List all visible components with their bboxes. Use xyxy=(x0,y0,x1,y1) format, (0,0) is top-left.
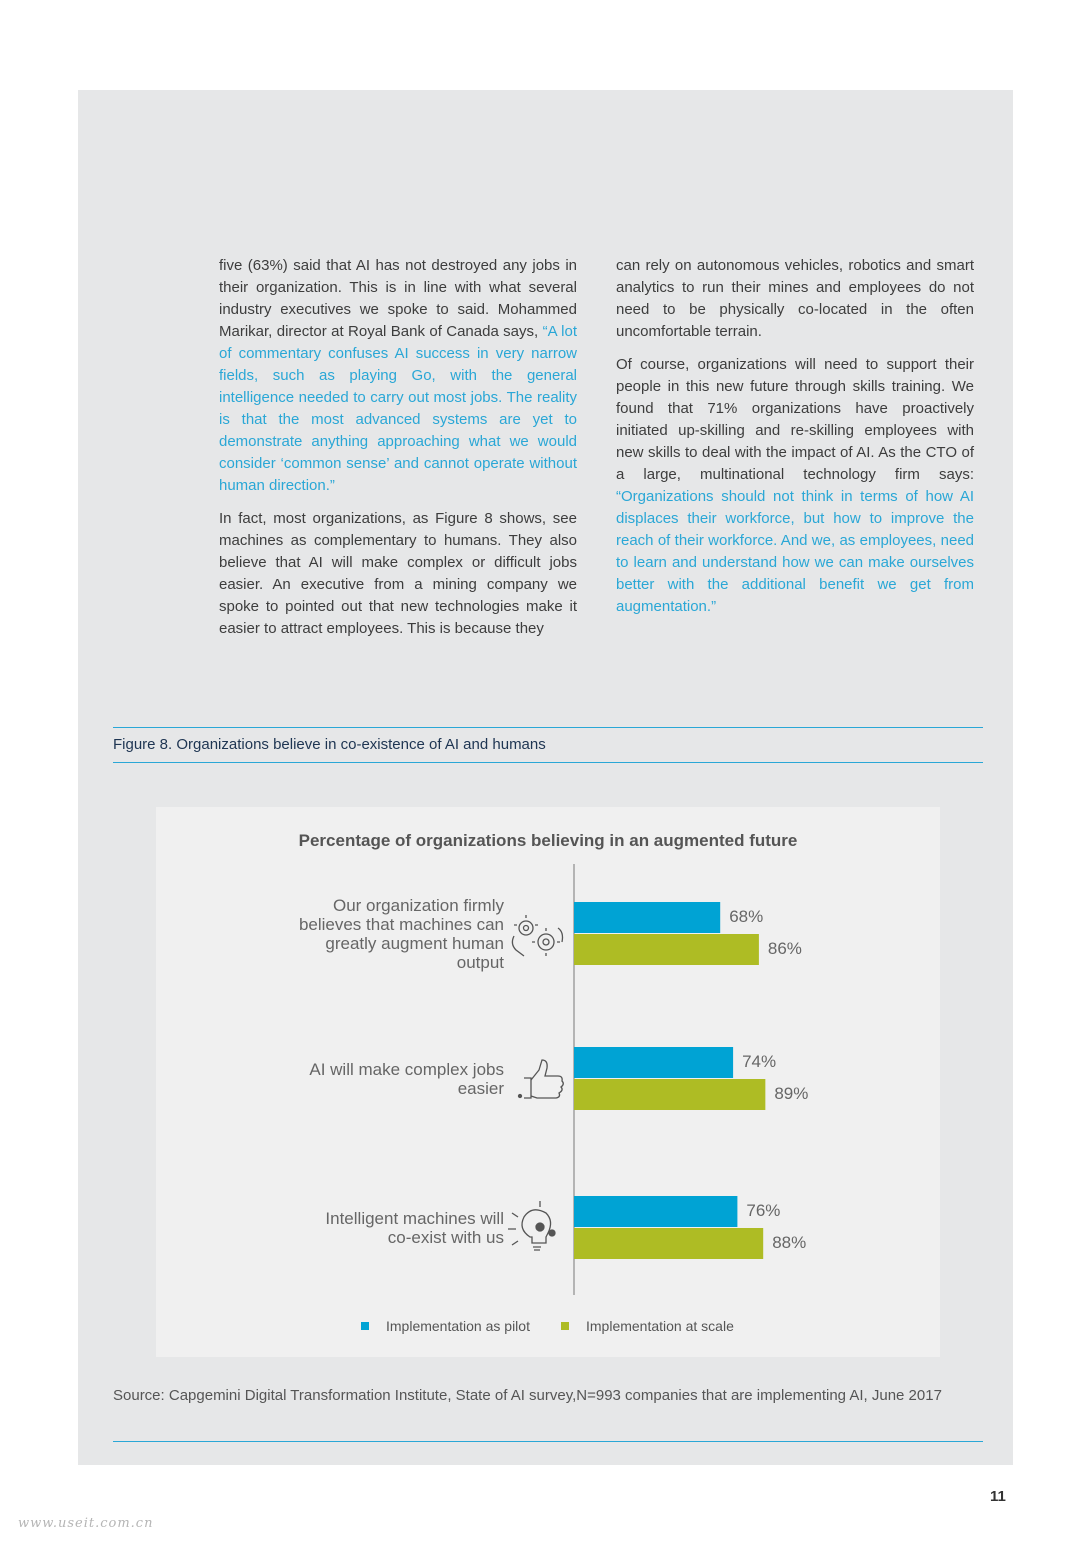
legend-swatch-scale xyxy=(561,1322,569,1330)
paragraph-text: can rely on autonomous vehicles, robotics and smart analytics to run their mines and employees do not need to be physically co-located in the often uncomfortable terrain. xyxy=(616,257,974,340)
bar-value-label: 68% xyxy=(729,907,764,926)
bar-scale-3 xyxy=(574,1228,763,1259)
bar-value-label: 76% xyxy=(746,1201,781,1220)
legend-label-pilot: Implementation as pilot xyxy=(386,1318,530,1334)
category-label xyxy=(299,896,505,972)
category-label-line: output xyxy=(456,953,504,972)
thumbs-up-icon xyxy=(519,1060,564,1098)
body-column-right xyxy=(616,255,974,629)
paragraph xyxy=(616,354,974,618)
watermark: www.useit.com.cn xyxy=(18,1516,154,1531)
category-label-line: Intelligent machines will xyxy=(325,1209,504,1228)
paragraph xyxy=(616,255,974,343)
figure-title: Figure 8. Organizations believe in co-existence of AI and humans xyxy=(113,736,546,753)
bar-value-label: 74% xyxy=(742,1052,777,1071)
legend-label-scale: Implementation at scale xyxy=(586,1318,734,1334)
category-label-line: greatly augment human xyxy=(325,934,504,953)
body-column-left xyxy=(219,255,577,651)
chart-container xyxy=(156,807,940,1357)
category-label xyxy=(309,1060,504,1098)
bar-value-label: 86% xyxy=(767,939,802,958)
quote-text: “Organizations should not think in terms of how AI displaces their workforce, but how to improve the reach of their workforce. And we, as employees, need to learn and understand how we can make ourselves better with the additional benefit we get from augmentation.” xyxy=(616,488,974,615)
paragraph-text: five (63%) said that AI has not destroyed any jobs in their organization. This is in line with what several industry executives we spoke to said. Mohammed Marikar, director at Royal Bank of Canada says, xyxy=(219,257,577,340)
gears-hands-icon xyxy=(512,915,562,956)
chart-title: Percentage of organizations believing in an augmented future xyxy=(298,831,798,850)
paragraph-text: In fact, most organizations, as Figure 8 shows, see machines as complementary to humans. They also believe that AI will make complex or difficult jobs easier. An executive from a mining company we spoke to pointed out that new technologies make it easier to attract employees. This is because they xyxy=(219,510,577,637)
bar-value-label: 89% xyxy=(774,1084,809,1103)
lightbulb-gear-icon xyxy=(508,1201,555,1250)
category-label xyxy=(325,1209,504,1247)
page-number: 11 xyxy=(990,1488,1006,1505)
paragraph xyxy=(219,255,577,497)
legend-swatch-pilot xyxy=(361,1322,369,1330)
paragraph-text: Of course, organizations will need to support their people in this new future through skills training. We found that 71% organizations have proactively initiated up-skilling and re-skilling employees with new skills to deal with the impact of AI. As the CTO of a large, multinational technology firm says: xyxy=(616,356,974,483)
figure-rule-top xyxy=(113,727,983,728)
category-label-line: easier xyxy=(457,1079,504,1098)
bar-value-label: 88% xyxy=(772,1233,807,1252)
bar-pilot-1 xyxy=(574,902,720,933)
bars-group xyxy=(574,902,808,1259)
bar-pilot-2 xyxy=(574,1047,733,1078)
paragraph xyxy=(219,508,577,640)
chart-legend xyxy=(361,1318,734,1334)
figure-rule-middle xyxy=(113,762,983,763)
category-labels-group xyxy=(299,896,505,1247)
bar-chart xyxy=(156,807,940,1357)
category-label-line: AI will make complex jobs xyxy=(309,1060,504,1079)
icons-group xyxy=(508,915,563,1250)
category-label-line: Our organization firmly xyxy=(332,896,504,915)
quote-text: “A lot of commentary confuses AI success in very narrow fields, such as playing Go, with the general intelligence needed to carry out most jobs. The reality is that the most advanced systems are yet to demonstrate anything approaching what we would consider ‘common sense’ and cannot operate without human direction.” xyxy=(219,323,577,494)
figure-source: Source: Capgemini Digital Transformation Institute, State of AI survey,N=993 companies that are implementing AI, June 2017 xyxy=(113,1387,942,1404)
bar-scale-1 xyxy=(574,934,759,965)
category-label-line: co-exist with us xyxy=(387,1228,504,1247)
figure-rule-bottom xyxy=(113,1441,983,1442)
bar-pilot-3 xyxy=(574,1196,737,1227)
category-label-line: believes that machines can xyxy=(298,915,504,934)
bar-scale-2 xyxy=(574,1079,765,1110)
